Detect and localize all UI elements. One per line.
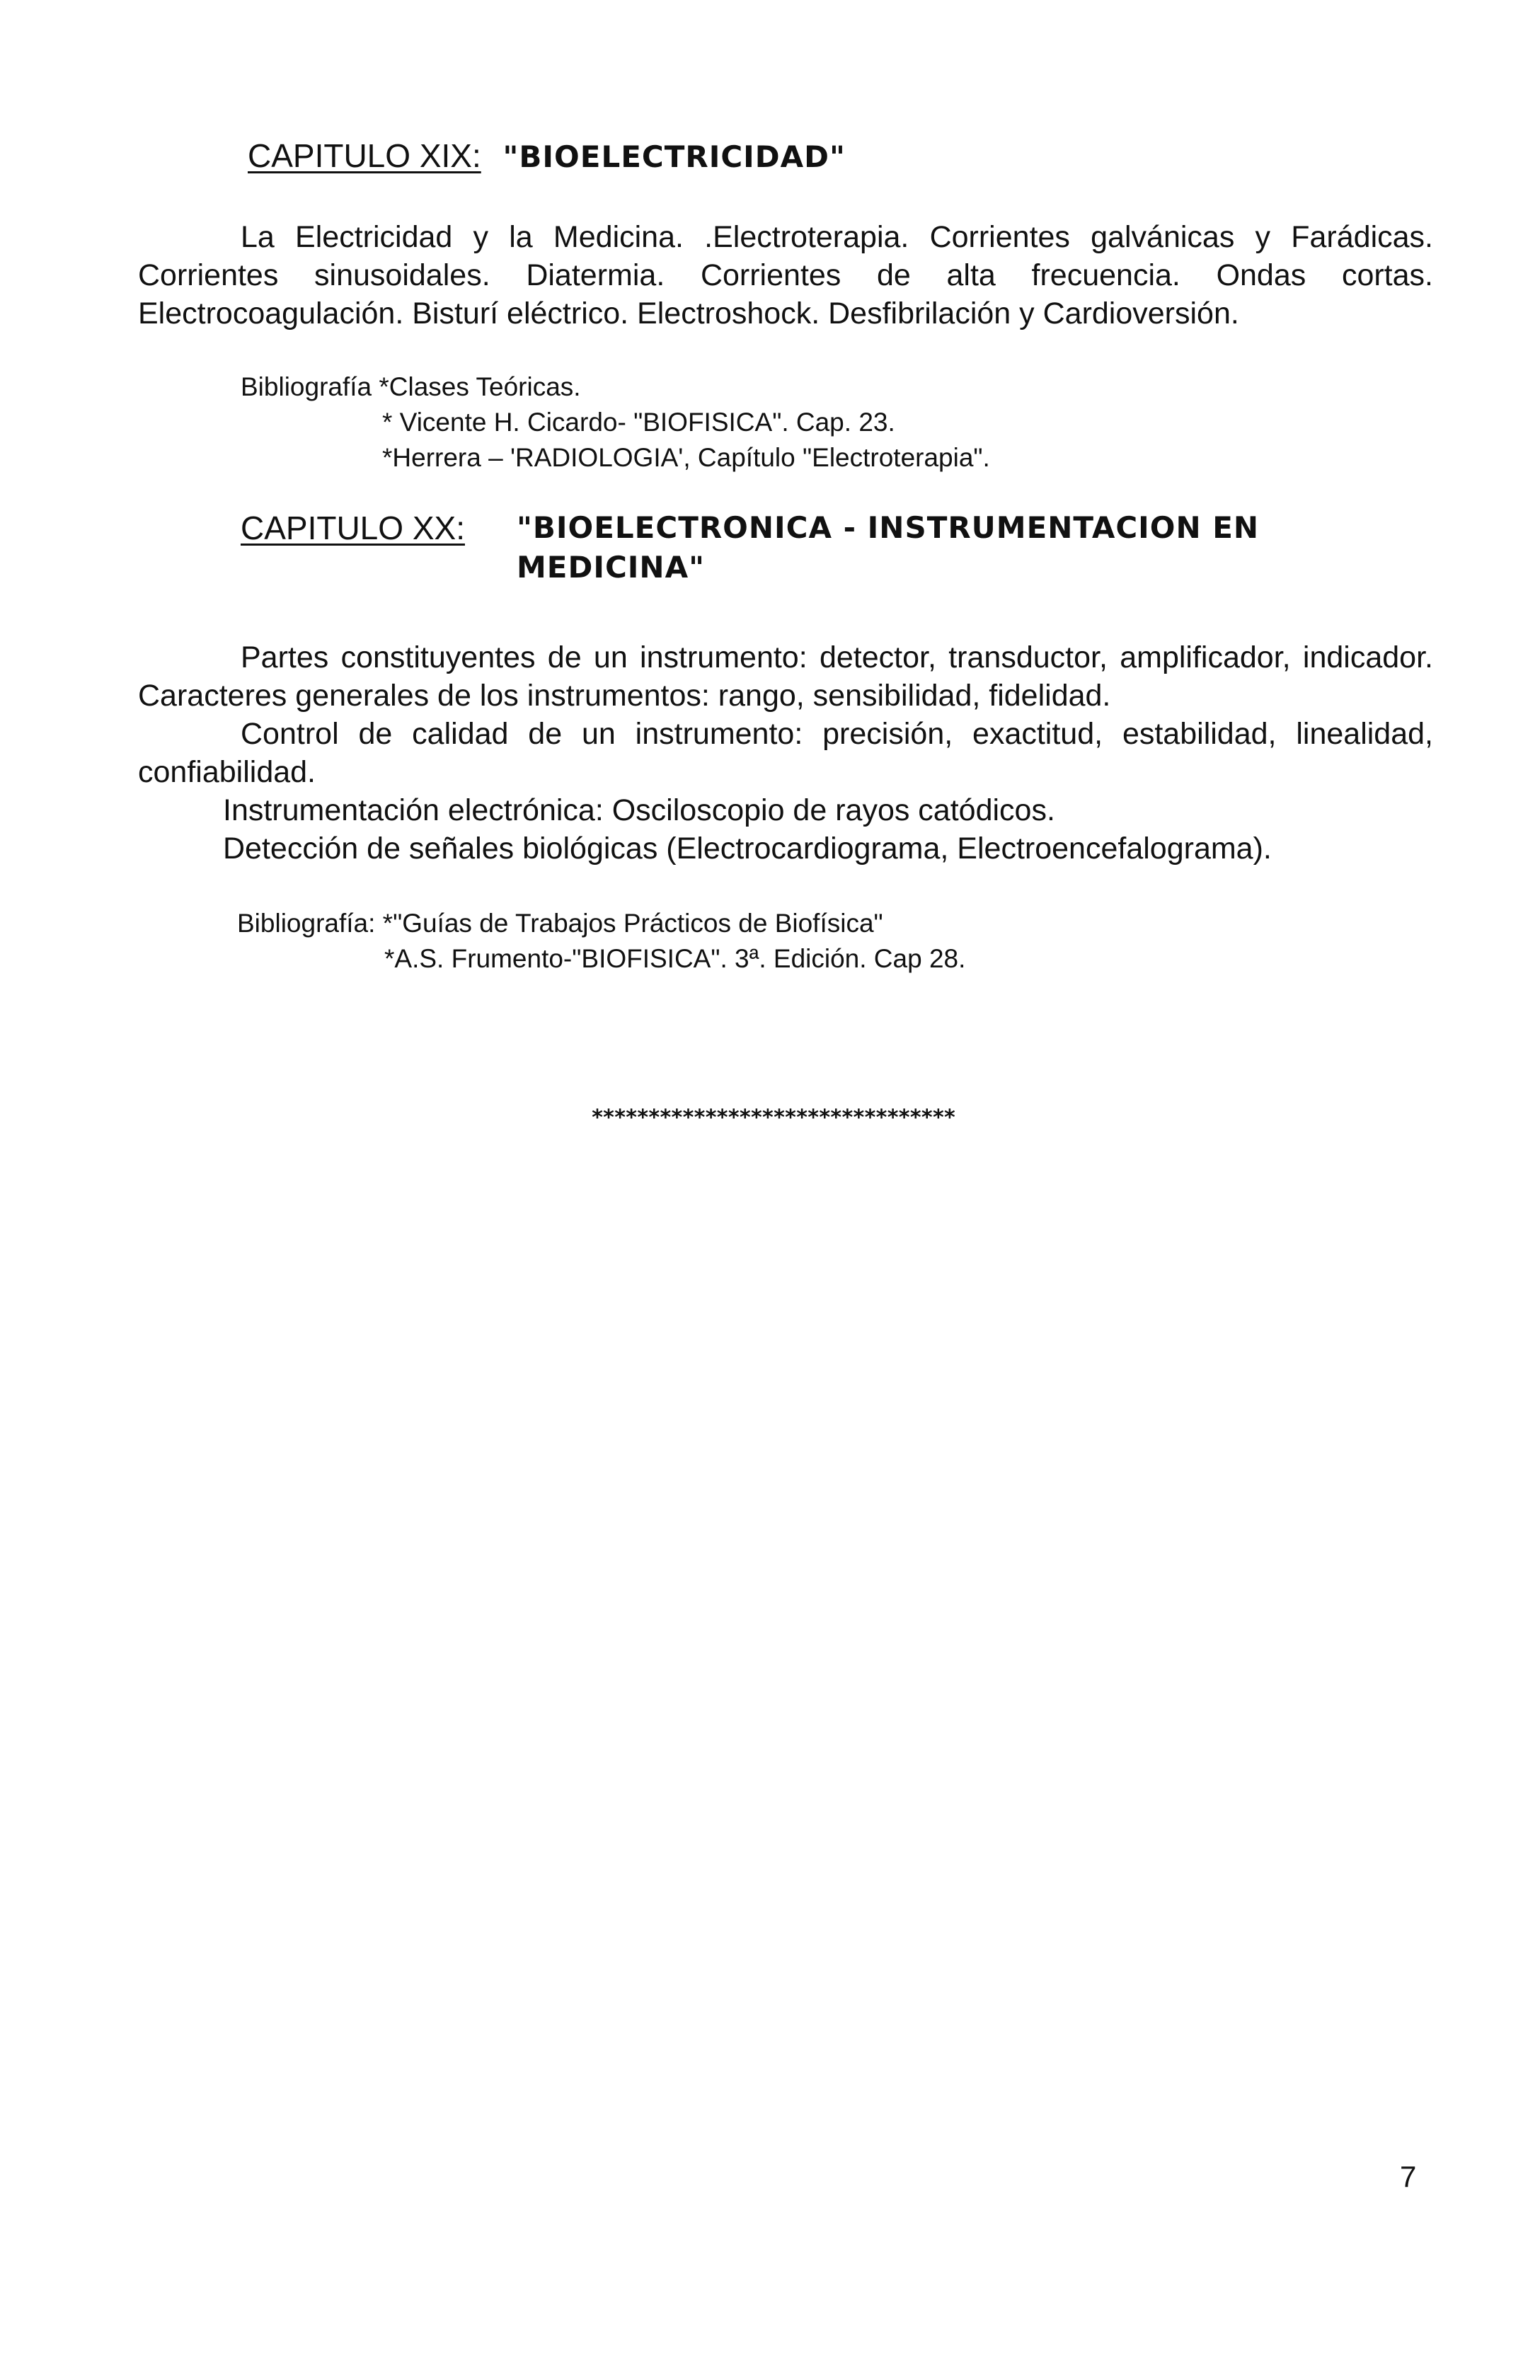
bibliography-entry: *"Guías de Trabajos Prácticos de Biofísica" [382, 909, 883, 938]
summary-paragraph: Detección de señales biológicas (Electrocardiograma, Electroencefalograma). [223, 832, 1272, 866]
summary-paragraph: Partes constituyentes de un instrumento: detector, transductor, amplificador, indicador. Caracteres generales de los instrumentos: rango, sensibilidad, fidelidad. [138, 640, 1433, 713]
bibliography-entry: *A.S. Frumento-"BIOFISICA". 3ª. Edición. Cap 28. [384, 944, 966, 973]
chapter-xix [138, 136, 1433, 476]
bibliography-row [237, 906, 1433, 941]
page-number: 7 [1400, 2160, 1417, 2193]
bibliography-entry: *Herrera – 'RADIOLOGIA', Capítulo "Electroterapia". [382, 443, 990, 472]
chapter-heading [248, 136, 1433, 177]
chapter-label: CAPITULO XX: [241, 510, 465, 546]
chapter-xx [138, 508, 1433, 977]
chapter-summary [138, 218, 1433, 333]
chapter-label: CAPITULO XIX: [248, 137, 481, 174]
chapter-summary [138, 638, 1433, 868]
summary-paragraph: Control de calidad de un instrumento: precisión, exactitud, estabilidad, linealidad, confiabilidad. [138, 717, 1433, 789]
chapter-title [517, 508, 1259, 587]
chapter-title-line: "BIOELECTRONICA - INSTRUMENTACION EN [517, 510, 1260, 545]
bibliography [237, 906, 1433, 977]
separator-asterisks: ******************************** [591, 1105, 955, 1130]
chapter-title: "BIOELECTRICIDAD" [502, 139, 846, 174]
bibliography-label: Bibliografía [241, 372, 372, 401]
bibliography-row [241, 369, 1433, 405]
chapter-heading [241, 508, 1433, 587]
bibliography [241, 369, 1433, 476]
summary-paragraph: Instrumentación electrónica: Osciloscopio de rayos catódicos. [223, 793, 1055, 827]
bibliography-entry: *Clases Teóricas. [379, 372, 581, 401]
bibliography-label: Bibliografía: [237, 909, 376, 938]
summary-paragraph: La Electricidad y la Medicina. .Electroterapia. Corrientes galvánicas y Farádicas. Corrientes sinusoidales. Diatermia. Corrientes de alta frecuencia. Ondas cortas. Electrocoagulación. Bisturí eléctrico. Electroshock. Desfibrilación y Cardioversión. [138, 220, 1433, 330]
bibliography-entry: * Vicente H. Cicardo- "BIOFISICA". Cap. 23. [382, 408, 895, 437]
chapter-title-line: MEDICINA" [517, 550, 705, 585]
